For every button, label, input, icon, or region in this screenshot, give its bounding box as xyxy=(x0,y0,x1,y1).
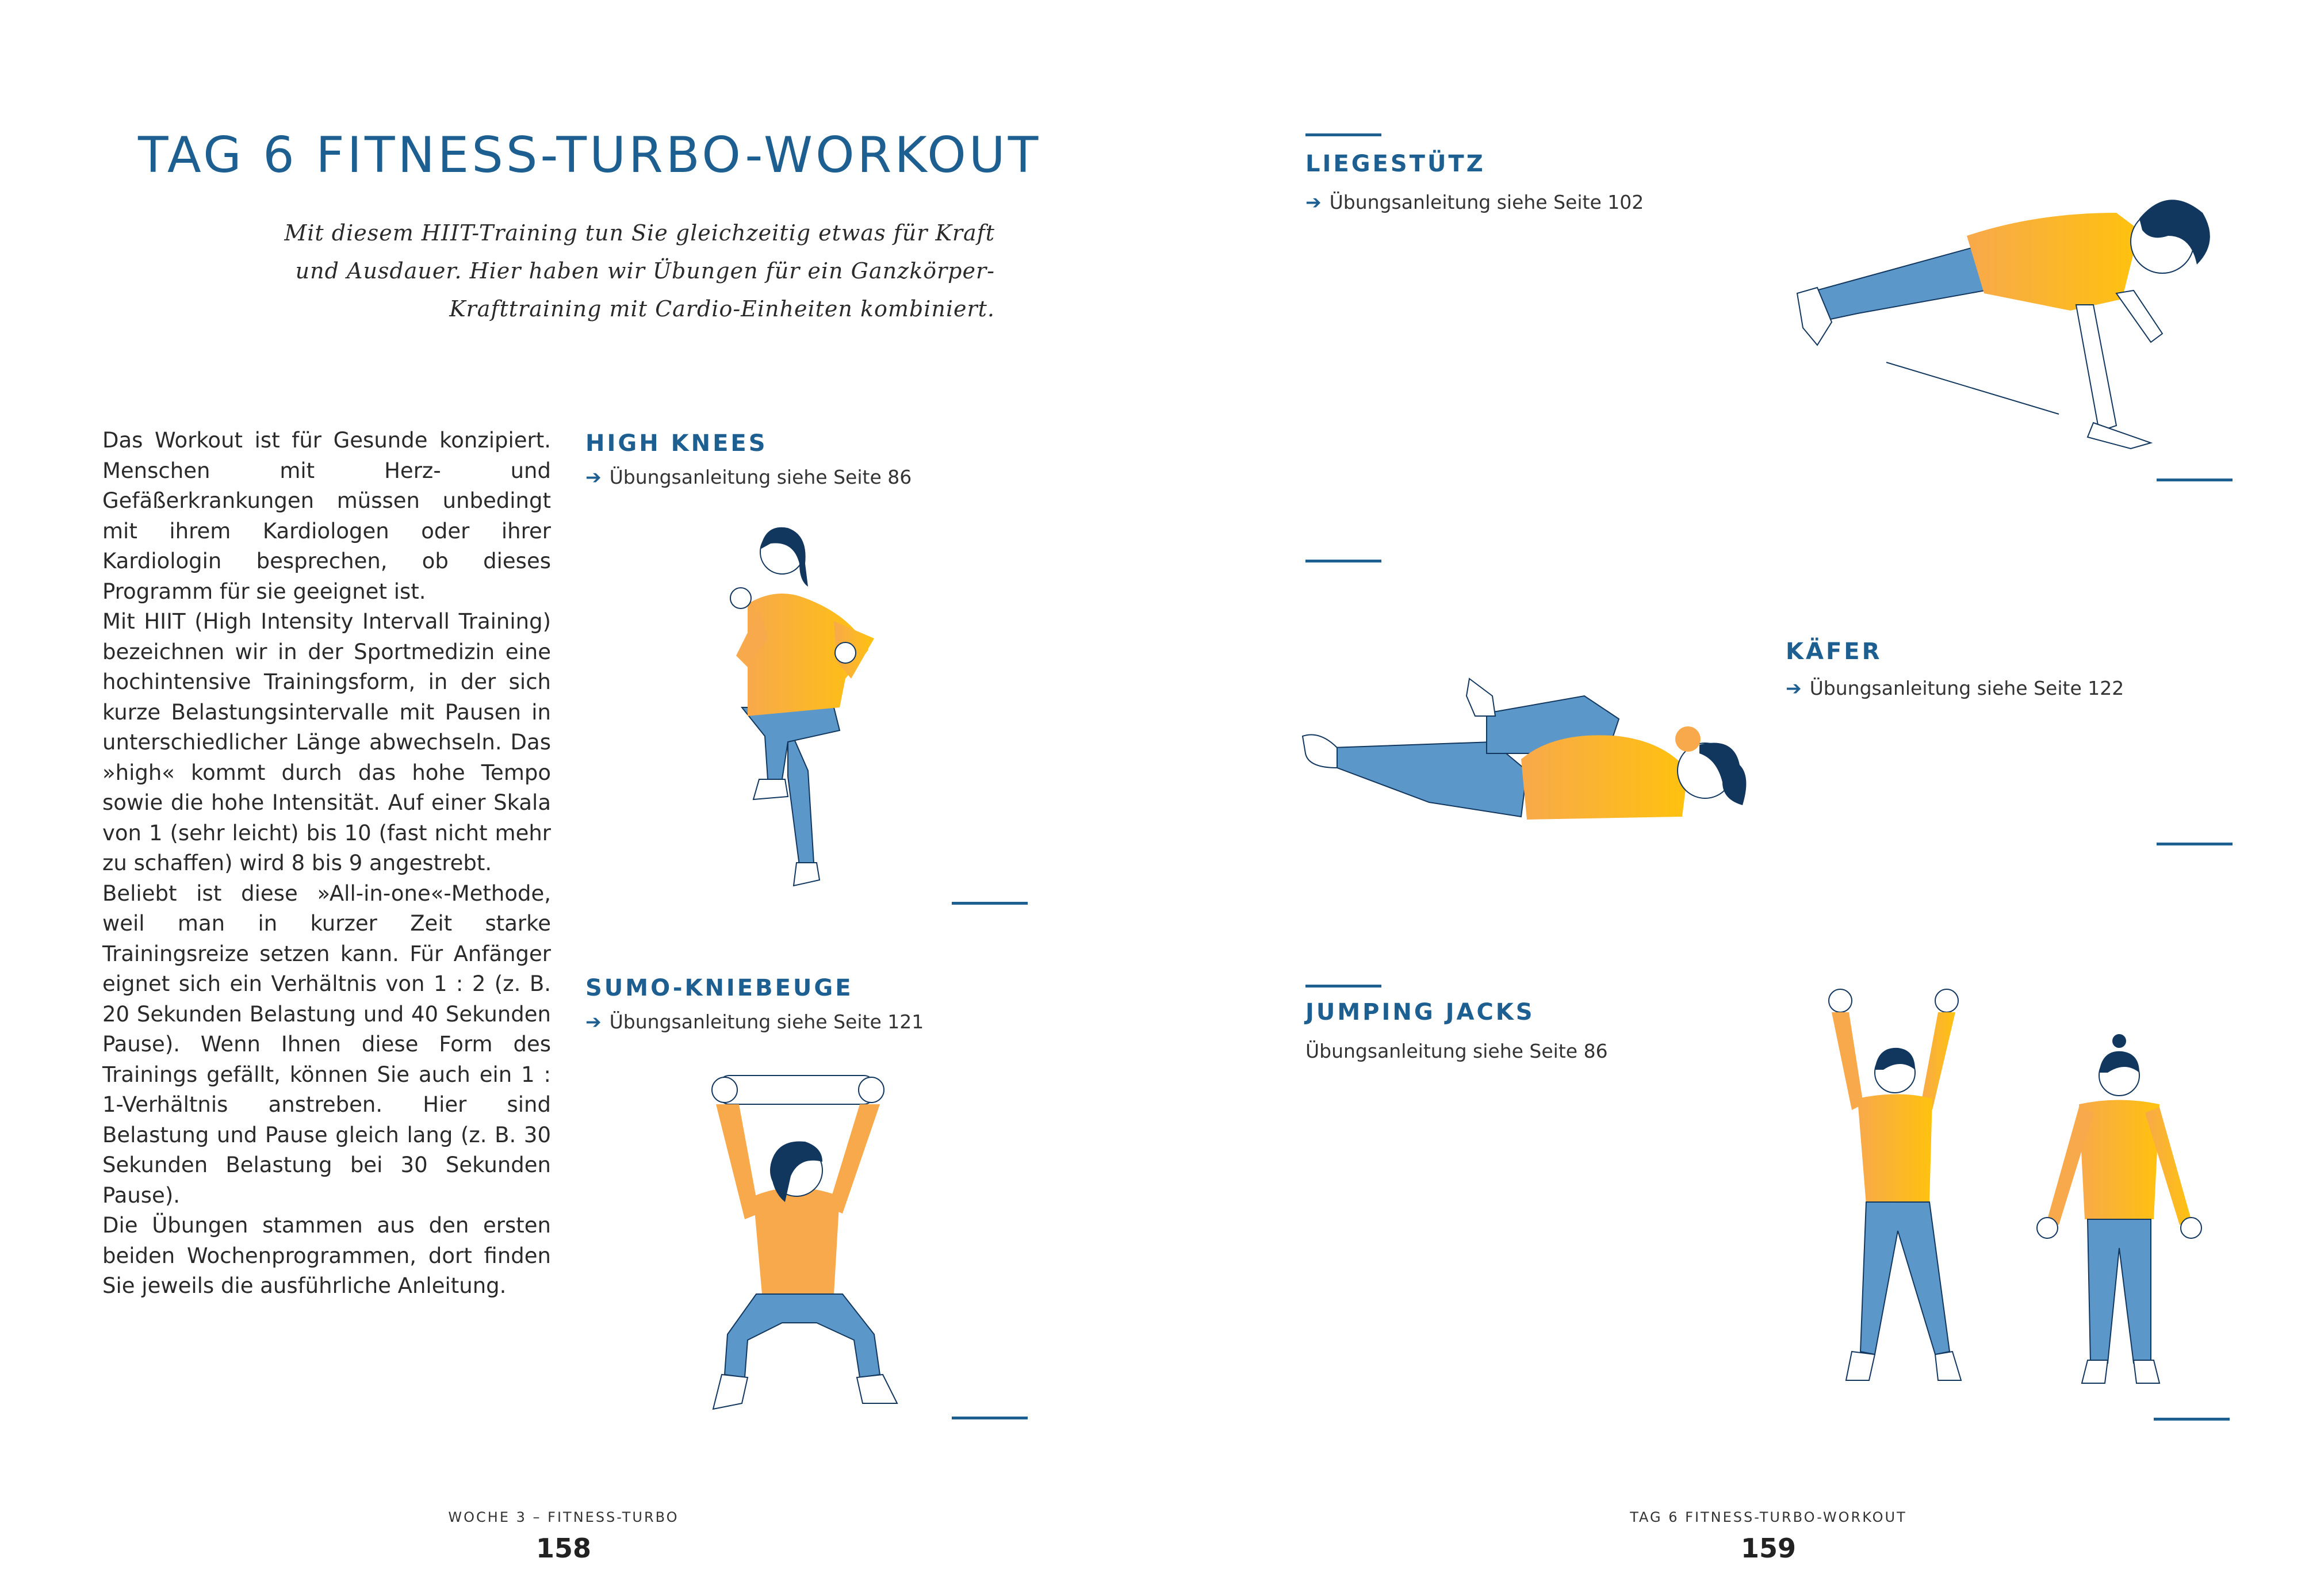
sumo-squat-illustration xyxy=(690,1064,920,1426)
arrow-right-icon: ➔ xyxy=(585,466,602,488)
liegestuetz-ref-text: Übungsanleitung siehe Seite 102 xyxy=(1329,191,1644,213)
arrow-right-icon: ➔ xyxy=(585,1011,602,1033)
footer-right-page-number: 159 xyxy=(1740,1533,1797,1564)
jumping-jacks-title: JUMPING JACKS xyxy=(1305,999,1535,1025)
footer-left-page-number: 158 xyxy=(535,1533,592,1564)
jumping-jacks-closed-illustration xyxy=(2030,1029,2208,1398)
body-paragraph: Mit HIIT (High Intensity Intervall Training) bezeichnen wir in der Sportmedizin eine hochintensive Trainingsform, in der sich kurze Belastungsintervalle mit Pausen in unterschiedlicher Länge abwechseln. Das »high« kommt durch das hohe Tempo sowie die hohe Intensität. Auf einer Skala von 1 (sehr leicht) bis 10 (fast nicht mehr zu schaffen) wird 8 bis 9 angestrebt. xyxy=(102,609,551,875)
high-knees-ref xyxy=(585,466,912,488)
kaefer-ref xyxy=(1786,677,2124,699)
body-paragraph: Das Workout ist für Gesunde konzipiert. Menschen mit Herz- und Gefäßerkrankungen müssen unbedingt mit ihrem Kardiologen oder ihrer Kardiologin besprechen, ob dieses Programm für sie geeignet ist. xyxy=(102,428,551,604)
sumo-ref xyxy=(585,1011,924,1033)
dead-bug-illustration xyxy=(1297,667,1757,828)
footer-left-label: WOCHE 3 – FITNESS-TURBO xyxy=(448,1509,679,1525)
body-text xyxy=(102,426,551,1302)
high-knees-illustration xyxy=(713,518,897,914)
section-rule xyxy=(2154,1418,2230,1421)
liegestuetz-ref xyxy=(1305,191,1644,213)
intro-line: und Ausdauer. Hier haben wir Übungen für ein Ganzkörper- xyxy=(295,258,995,284)
jumping-jacks-ref: Übungsanleitung siehe Seite 86 xyxy=(1305,1040,1608,1062)
section-rule xyxy=(952,902,1028,905)
body-paragraph: Beliebt ist diese »All-in-one«-Methode, weil man in kurzer Zeit starke Trainingsreize setzen kann. Für Anfänger eignet sich ein Verhältnis von 1 : 2 (z. B. 20 Sekunden Belastung und 40 Sekunden Pause). Wenn Ihnen diese Form des Trainings gefällt, können Sie auch ein 1 : 1-Verhältnis anstreben. Hier sind Belastung und Pause gleich lang (z. B. 30 Sekunden Belastung bei 30 Sekunden Pause). xyxy=(102,881,551,1208)
kaefer-ref-text: Übungsanleitung siehe Seite 122 xyxy=(1809,677,2124,699)
section-rule xyxy=(1305,560,1381,562)
sumo-title: SUMO-KNIEBEUGE xyxy=(585,975,853,1001)
section-rule xyxy=(2157,479,2233,481)
arrow-right-icon: ➔ xyxy=(1305,191,1322,213)
body-paragraph: Die Übungen stammen aus den ersten beiden Wochenprogrammen, dort finden Sie jeweils die ausführliche Anleitung. xyxy=(102,1213,551,1298)
jumping-jacks-open-illustration xyxy=(1817,983,1990,1398)
section-rule xyxy=(1305,985,1381,988)
intro-line: Krafttraining mit Cardio-Einheiten kombiniert. xyxy=(449,296,995,322)
intro-text xyxy=(265,214,995,328)
high-knees-ref-text: Übungsanleitung siehe Seite 86 xyxy=(609,466,912,488)
kaefer-title: KÄFER xyxy=(1786,638,1882,665)
footer-right-label: TAG 6 FITNESS-TURBO-WORKOUT xyxy=(1630,1509,1907,1525)
section-rule xyxy=(1305,133,1381,136)
sumo-ref-text: Übungsanleitung siehe Seite 121 xyxy=(609,1011,924,1033)
section-rule xyxy=(2157,843,2233,845)
arrow-right-icon: ➔ xyxy=(1786,677,1802,699)
pushup-illustration xyxy=(1794,190,2231,454)
high-knees-title: HIGH KNEES xyxy=(585,430,768,457)
liegestuetz-title: LIEGESTÜTZ xyxy=(1305,151,1485,177)
section-rule xyxy=(952,1417,1028,1419)
page-title: TAG 6 FITNESS-TURBO-WORKOUT xyxy=(138,127,1041,184)
intro-line: Mit diesem HIIT-Training tun Sie gleichzeitig etwas für Kraft xyxy=(284,220,995,246)
